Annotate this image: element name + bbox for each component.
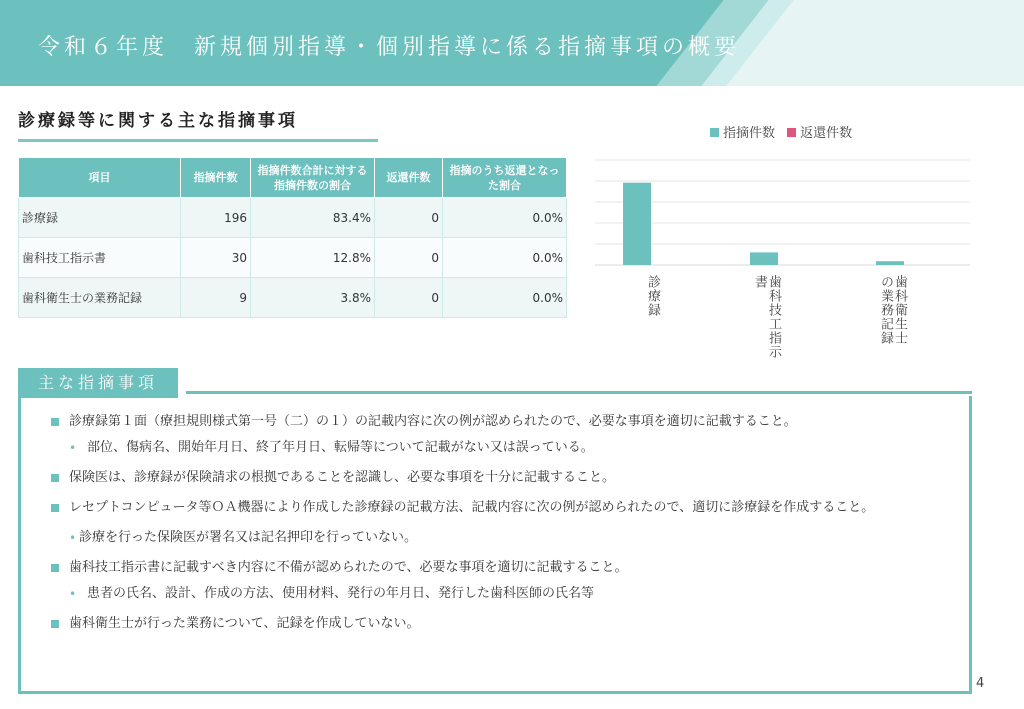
table-header-row xyxy=(19,158,567,198)
cell-count: 9 xyxy=(181,278,251,318)
column-header-refund: 返還件数 xyxy=(375,158,443,198)
cell-ratio: 3.8% xyxy=(251,278,375,318)
findings-bar-chart xyxy=(590,115,990,380)
category-label: 歯科技工指示書 xyxy=(752,275,781,359)
table-row xyxy=(19,198,567,238)
bar-findings xyxy=(623,183,651,265)
title-bar xyxy=(0,0,1024,86)
cell-refund-ratio: 0.0% xyxy=(443,238,567,278)
table-row xyxy=(19,278,567,318)
list-item: 診療録第１面（療担規則様式第一号（二）の１）の記載内容に次の例が認められたので、必要な事項を適切に記載すること。 xyxy=(51,411,953,433)
column-header-item: 項目 xyxy=(19,158,181,198)
column-header-ratio: 指摘件数合計に対する指摘件数の割合 xyxy=(251,158,375,198)
cell-count: 30 xyxy=(181,238,251,278)
list-subitem: • 部位、傷病名、開始年月日、終了年月日、転帰等について記載がない又は誤っている。 xyxy=(51,437,953,459)
cell-refund-ratio: 0.0% xyxy=(443,278,567,318)
list-subitem: • 診療を行った保険医が署名又は記名押印を行っていない。 xyxy=(51,527,953,549)
main-points-list xyxy=(21,396,969,635)
list-item: 歯科衛生士が行った業務について、記録を作成していない。 xyxy=(51,613,953,635)
cell-ratio: 83.4% xyxy=(251,198,375,238)
cell-item: 歯科衛生士の業務記録 xyxy=(19,278,181,318)
main-points-label: 主な指摘事項 xyxy=(18,368,178,398)
section-underline xyxy=(18,139,378,142)
bar-findings xyxy=(876,261,904,265)
legend-label: 指摘件数 xyxy=(723,126,776,141)
column-header-refund-ratio: 指摘のうち返還となった割合 xyxy=(443,158,567,198)
list-item: 歯科技工指示書に記載すべき内容に不備が認められたので、必要な事項を適切に記載すること。 xyxy=(51,557,953,579)
bar-findings xyxy=(750,252,778,265)
findings-table xyxy=(18,157,567,318)
cell-refund: 0 xyxy=(375,198,443,238)
cell-ratio: 12.8% xyxy=(251,238,375,278)
list-subitem: • 患者の氏名、設計、作成の方法、使用材料、発行の年月日、発行した歯科医師の氏名等 xyxy=(51,583,953,605)
box-top-border xyxy=(186,391,972,394)
list-item: レセプトコンピュータ等ＯＡ機器により作成した診療録の記載方法、記載内容に次の例が認められたので、適切に診療録を作成すること。 xyxy=(51,497,953,519)
cell-refund-ratio: 0.0% xyxy=(443,198,567,238)
page-number: 4 xyxy=(976,676,985,691)
cell-refund: 0 xyxy=(375,278,443,318)
main-points-box xyxy=(18,396,972,694)
list-item: 保険医は、診療録が保険請求の根拠であることを認識し、必要な事項を十分に記載すること。 xyxy=(51,467,953,489)
category-label: 歯科衛生士の業務記録 xyxy=(878,275,907,345)
category-label: 診療録 xyxy=(645,275,660,317)
cell-item: 歯科技工指示書 xyxy=(19,238,181,278)
chart-plot-area xyxy=(590,115,990,275)
cell-refund: 0 xyxy=(375,238,443,278)
column-header-count: 指摘件数 xyxy=(181,158,251,198)
legend-label: 返還件数 xyxy=(800,126,853,141)
cell-item: 診療録 xyxy=(19,198,181,238)
page-title: 令和６年度 新規個別指導・個別指導に係る指摘事項の概要 xyxy=(38,35,741,60)
cell-count: 196 xyxy=(181,198,251,238)
table-row xyxy=(19,238,567,278)
section-heading: 診療録等に関する主な指摘事項 xyxy=(18,111,298,131)
